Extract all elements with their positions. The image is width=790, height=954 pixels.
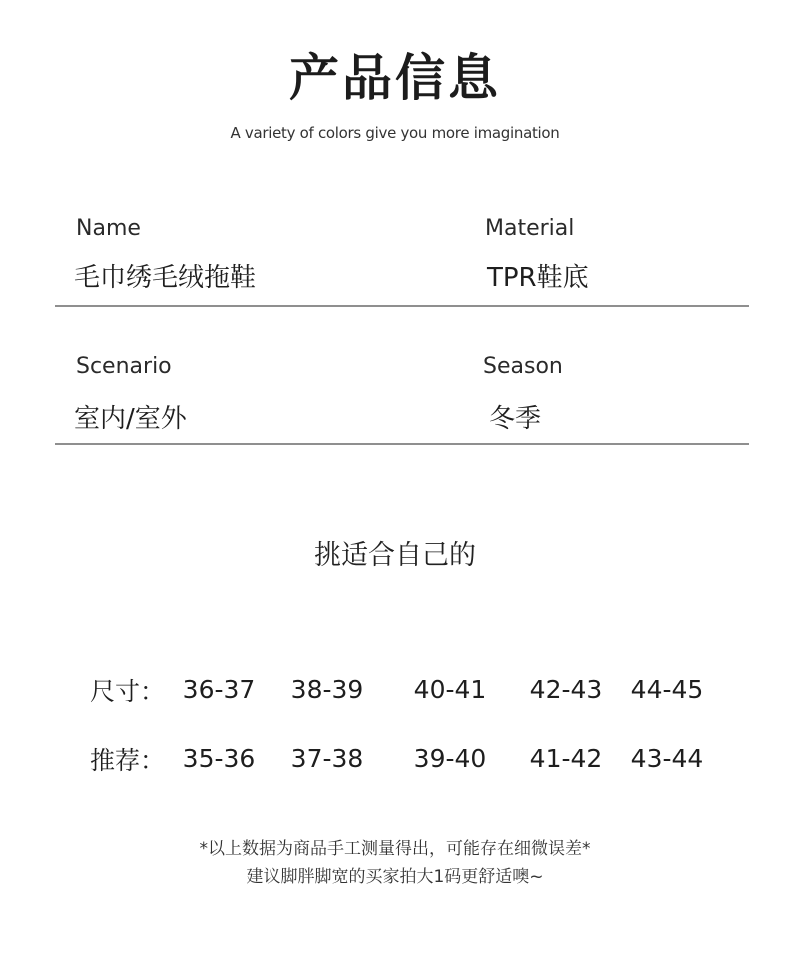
size-advice-note: 建议脚胖脚宽的买家拍大1码更舒适噢~ bbox=[246, 867, 544, 887]
page-subtitle: A variety of colors give you more imagination bbox=[230, 124, 560, 142]
recommend-cell: 35-36 bbox=[182, 744, 256, 773]
recommend-cell: 43-44 bbox=[630, 744, 704, 773]
size-cell: 42-43 bbox=[529, 675, 603, 704]
name-label: Name bbox=[76, 216, 141, 241]
divider-1 bbox=[55, 305, 749, 307]
measurement-note: *以上数据为商品手工测量得出，可能存在细微误差* bbox=[199, 839, 591, 859]
size-heading: 挑适合自己的 bbox=[314, 540, 476, 571]
recommend-cell: 37-38 bbox=[290, 744, 364, 773]
season-label: Season bbox=[483, 354, 563, 379]
size-cell: 36-37 bbox=[182, 675, 256, 704]
size-cell: 38-39 bbox=[290, 675, 364, 704]
size-cell: 40-41 bbox=[413, 675, 487, 704]
recommend-row-label: 推荐： bbox=[90, 746, 166, 775]
divider-2 bbox=[55, 443, 749, 445]
recommend-cell: 39-40 bbox=[413, 744, 487, 773]
material-label: Material bbox=[485, 216, 575, 241]
size-cell: 44-45 bbox=[630, 675, 704, 704]
size-row-label: 尺寸： bbox=[90, 677, 166, 706]
scenario-value: 室内/室外 bbox=[74, 404, 187, 434]
season-value: 冬季 bbox=[489, 404, 542, 434]
material-value: TPR鞋底 bbox=[487, 263, 589, 293]
scenario-label: Scenario bbox=[76, 354, 172, 379]
recommend-cell: 41-42 bbox=[529, 744, 603, 773]
page-title: 产品信息 bbox=[289, 49, 501, 107]
name-value: 毛巾绣毛绒拖鞋 bbox=[74, 263, 257, 293]
